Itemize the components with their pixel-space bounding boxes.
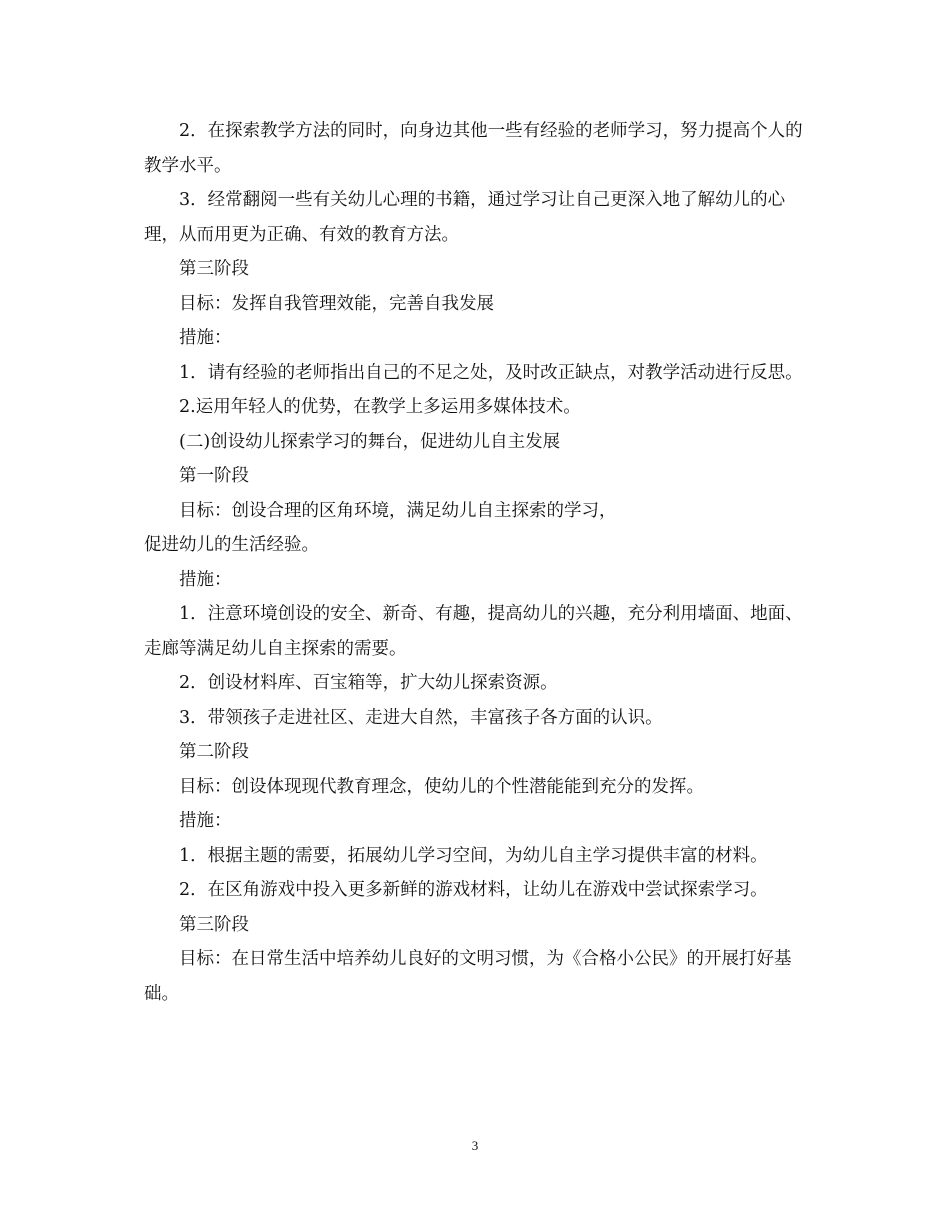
paragraph: 1．根据主题的需要，拓展幼儿学习空间，为幼儿自主学习提供丰富的材料。 <box>179 845 768 866</box>
paragraph: 促进幼儿的生活经验。 <box>144 535 319 555</box>
section-heading: 第三阶段 <box>179 259 249 279</box>
paragraph: 3．带领孩子走进社区、走进大自然，丰富孩子各方面的认识。 <box>179 707 663 728</box>
goal-line: 目标：发挥自我管理效能，完善自我发展 <box>179 293 494 314</box>
subsection-heading: (二)创设幼儿探索学习的舞台，促进幼儿自主发展 <box>179 431 561 452</box>
paragraph: 2．在探索教学方法的同时，向身边其他一些有经验的老师学习，努力提高个人的教学水平。 <box>144 121 803 176</box>
measures-label: 措施： <box>179 328 232 348</box>
paragraph: 3．经常翻阅一些有关幼儿心理的书籍，通过学习让自己更深入地了解幼儿的心理，从而用更为正确、有效的教育方法。 <box>144 190 786 245</box>
section-heading: 第二阶段 <box>179 742 249 762</box>
goal-line: 目标：创设合理的区角环境，满足幼儿自主探索的学习， <box>179 500 617 521</box>
paragraph: 1．注意环境创设的安全、新奇、有趣，提高幼儿的兴趣，充分利用墙面、地面、走廊等满足幼儿自主探索的需要。 <box>144 604 803 659</box>
paragraph: 2．在区角游戏中投入更多新鲜的游戏材料，让幼儿在游戏中尝试探索学习。 <box>179 880 768 900</box>
section-heading: 第三阶段 <box>179 914 249 935</box>
section-heading: 第一阶段 <box>179 466 249 486</box>
page-number: 3 <box>471 1138 479 1153</box>
paragraph: 2．创设材料库、百宝箱等，扩大幼儿探索资源。 <box>179 673 558 693</box>
goal-line: 目标：在日常生活中培养幼儿良好的文明习惯，为《合格小公民》的开展打好基础。 <box>144 949 792 1004</box>
document-body <box>144 114 808 1011</box>
measures-label: 措施： <box>179 811 232 831</box>
measures-label: 措施： <box>179 569 232 590</box>
goal-line: 目标：创设体现现代教育理念，使幼儿的个性潜能能到充分的发挥。 <box>179 776 704 797</box>
paragraph: 2.运用年轻人的优势，在教学上多运用多媒体技术。 <box>179 397 581 417</box>
paragraph: 1．请有经验的老师指出自己的不足之处，及时改正缺点，对教学活动进行反思。 <box>179 362 803 383</box>
